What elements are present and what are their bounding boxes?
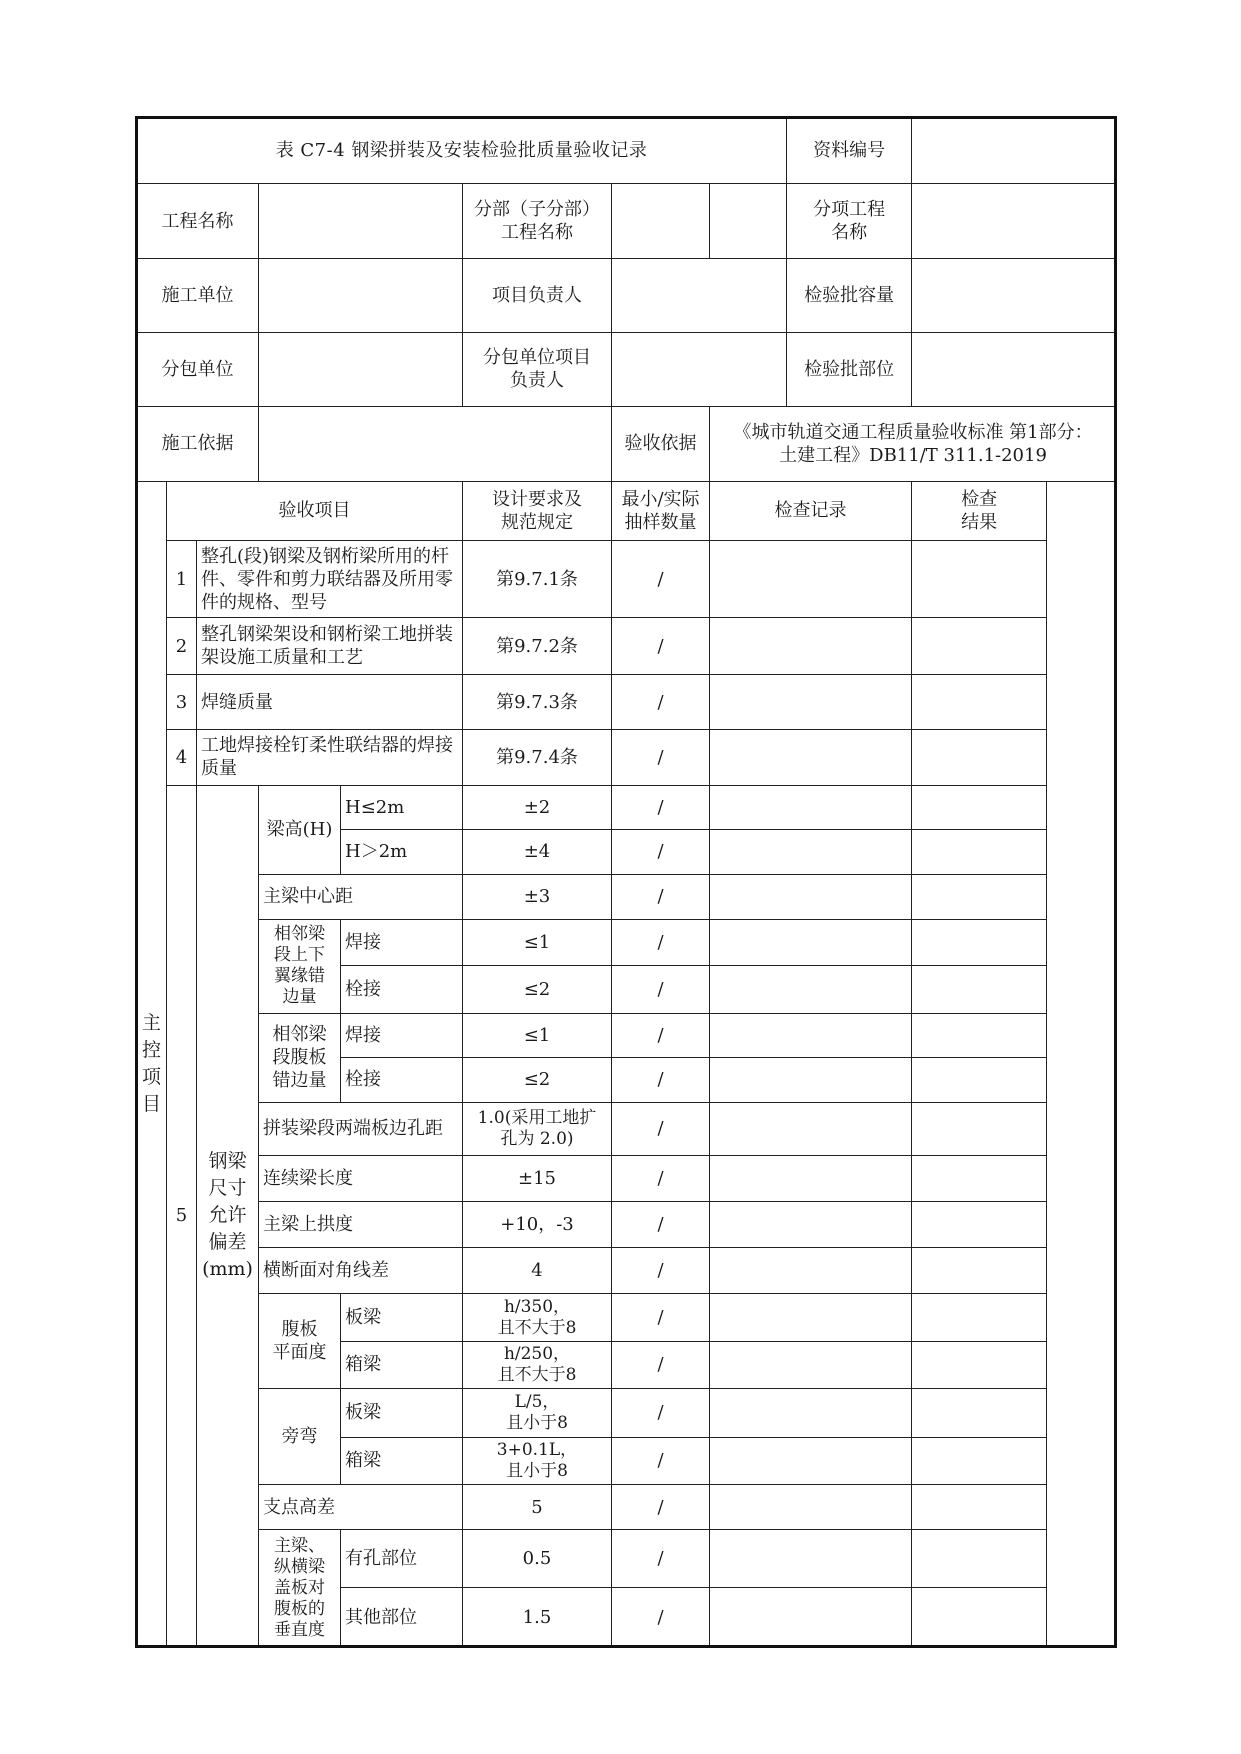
sample: / (612, 1530, 710, 1588)
requirement: ≤2 (463, 1057, 612, 1102)
table-row (137, 730, 1117, 785)
sweep-label: 旁弯 (259, 1389, 341, 1485)
record-input[interactable] (710, 540, 912, 617)
result-input[interactable] (912, 874, 1047, 919)
project-manager-label: 项目负责人 (463, 259, 612, 333)
col-item: 验收项目 (167, 481, 463, 540)
result-input[interactable] (912, 1437, 1047, 1484)
table-row (137, 785, 1117, 829)
result-input[interactable] (912, 1389, 1047, 1437)
project-manager-input[interactable] (612, 259, 787, 333)
weld-label: 焊接 (341, 919, 463, 965)
requirement: 0.5 (463, 1530, 612, 1588)
batch-location-input[interactable] (912, 332, 1117, 406)
item5-no: 5 (167, 785, 197, 1646)
item-name: 整孔(段)钢梁及钢桁梁所用的杆件、零件和剪力联结器及所用零件的规格、型号 (197, 540, 463, 617)
record-input[interactable] (710, 730, 912, 785)
item-sample: / (612, 540, 710, 617)
sub-manager-input[interactable] (612, 332, 787, 406)
item-no: 2 (167, 618, 197, 675)
table-row (137, 406, 1117, 481)
table-row (137, 1248, 1117, 1294)
sample: / (612, 1341, 710, 1388)
item-name: 焊缝质量 (197, 675, 463, 730)
requirement: 4 (463, 1248, 612, 1294)
perp-label: 主梁、 纵横梁 盖板对 腹板的 垂直度 (259, 1530, 341, 1647)
table-row (137, 332, 1117, 406)
item-requirement: 第9.7.4条 (463, 730, 612, 785)
result-input[interactable] (912, 829, 1047, 874)
requirement: ≤1 (463, 919, 612, 965)
bolt-label: 栓接 (341, 966, 463, 1013)
requirement: h/350， 且不大于8 (463, 1294, 612, 1341)
sample: / (612, 1437, 710, 1484)
sample: / (612, 919, 710, 965)
sub-manager-label: 分包单位项目 负责人 (463, 332, 612, 406)
requirement: 1.0(采用工地扩 孔为 2.0) (463, 1102, 612, 1155)
result-input[interactable] (912, 675, 1047, 730)
record-input[interactable] (710, 1588, 912, 1647)
record-input[interactable] (710, 1530, 912, 1588)
sample: / (612, 829, 710, 874)
record-input[interactable] (710, 1341, 912, 1388)
result-input[interactable] (912, 1530, 1047, 1588)
table-row (137, 675, 1117, 730)
record-input[interactable] (710, 1102, 912, 1155)
result-input[interactable] (912, 1484, 1047, 1529)
item-sample: / (612, 675, 710, 730)
project-name-label: 工程名称 (137, 184, 259, 259)
sub-division-input[interactable] (612, 184, 710, 259)
sample: / (612, 1057, 710, 1102)
table-row (137, 1294, 1117, 1341)
item-name: 整孔钢梁架设和钢桁梁工地拼装架设施工质量和工艺 (197, 618, 463, 675)
bolt-label: 栓接 (341, 1057, 463, 1102)
table-row (137, 259, 1117, 333)
hole-label: 拼装梁段两端板边孔距 (259, 1102, 463, 1155)
table-row (137, 1484, 1117, 1529)
section-label: 主 控 项 目 (137, 481, 167, 1647)
table-row (137, 874, 1117, 919)
record-input[interactable] (710, 919, 912, 965)
requirement: +10，-3 (463, 1201, 612, 1247)
requirement: 5 (463, 1484, 612, 1529)
batch-location-label: 检验批部位 (787, 332, 912, 406)
sample: / (612, 785, 710, 829)
col-requirement: 设计要求及 规范规定 (463, 481, 612, 540)
item-requirement: 第9.7.3条 (463, 675, 612, 730)
table-row (137, 1013, 1117, 1057)
plate-label: 板梁 (341, 1294, 463, 1341)
record-input[interactable] (710, 874, 912, 919)
diag-label: 横断面对角线差 (259, 1248, 463, 1294)
result-input[interactable] (912, 1155, 1047, 1201)
holed-label: 有孔部位 (341, 1530, 463, 1588)
record-input[interactable] (710, 829, 912, 874)
sample: / (612, 1294, 710, 1341)
result-input[interactable] (912, 1057, 1047, 1102)
beam-height-label: 梁高(H) (259, 785, 341, 874)
table-row (137, 1102, 1117, 1155)
form-table (136, 117, 1117, 1647)
other-label: 其他部位 (341, 1588, 463, 1647)
record-input[interactable] (710, 785, 912, 829)
sample: / (612, 1013, 710, 1057)
table-row (137, 1389, 1117, 1437)
table-row (137, 481, 1117, 540)
inspection-form (136, 117, 1116, 1647)
box-label: 箱梁 (341, 1341, 463, 1388)
center-dist-label: 主梁中心距 (259, 874, 463, 919)
sample: / (612, 966, 710, 1013)
requirement: ±2 (463, 785, 612, 829)
table-row (137, 1155, 1117, 1201)
camber-label: 主梁上拱度 (259, 1201, 463, 1247)
sample: / (612, 1484, 710, 1529)
result-input[interactable] (912, 730, 1047, 785)
sub-division-input-2[interactable] (710, 184, 787, 259)
contractor-input[interactable] (259, 259, 463, 333)
plate-label: 板梁 (341, 1389, 463, 1437)
record-input[interactable] (710, 1248, 912, 1294)
h-gt-label: H＞2m (341, 829, 463, 874)
subcontractor-input[interactable] (259, 332, 463, 406)
item-no: 1 (167, 540, 197, 617)
sub-item-label: 分项工程 名称 (787, 184, 912, 259)
table-row (137, 118, 1117, 184)
form-title: 表 C7-4 钢梁拼装及安装检验批质量验收记录 (137, 118, 787, 184)
record-input[interactable] (710, 618, 912, 675)
result-input[interactable] (912, 1248, 1047, 1294)
contractor-label: 施工单位 (137, 259, 259, 333)
sample: / (612, 1588, 710, 1647)
length-label: 连续梁长度 (259, 1155, 463, 1201)
sub-item-input[interactable] (912, 184, 1117, 259)
col-record: 检查记录 (710, 481, 912, 540)
item5-group: 钢梁 尺寸 允许 偏差 (mm) (197, 785, 259, 1646)
requirement: ≤2 (463, 966, 612, 1013)
result-input[interactable] (912, 785, 1047, 829)
result-input[interactable] (912, 1201, 1047, 1247)
sample: / (612, 1102, 710, 1155)
sample: / (612, 874, 710, 919)
result-input[interactable] (912, 1294, 1047, 1341)
sample: / (612, 1389, 710, 1437)
item-requirement: 第9.7.1条 (463, 540, 612, 617)
item-no: 4 (167, 730, 197, 785)
project-name-input[interactable] (259, 184, 463, 259)
record-input[interactable] (710, 1013, 912, 1057)
construction-basis-input[interactable] (259, 406, 612, 481)
result-input[interactable] (912, 1102, 1047, 1155)
record-input[interactable] (710, 966, 912, 1013)
requirement: ±4 (463, 829, 612, 874)
table-row (137, 1530, 1117, 1588)
table-row (137, 919, 1117, 965)
item-requirement: 第9.7.2条 (463, 618, 612, 675)
requirement: ±3 (463, 874, 612, 919)
requirement: ±15 (463, 1155, 612, 1201)
requirement: L/5， 且小于8 (463, 1389, 612, 1437)
doc-no-label: 资料编号 (787, 118, 912, 184)
subcontractor-label: 分包单位 (137, 332, 259, 406)
table-row (137, 1201, 1117, 1247)
record-input[interactable] (710, 1155, 912, 1201)
sample: / (612, 1248, 710, 1294)
sub-division-label: 分部（子分部） 工程名称 (463, 184, 612, 259)
requirement: h/250， 且不大于8 (463, 1341, 612, 1388)
table-row (137, 184, 1117, 259)
record-input[interactable] (710, 1389, 912, 1437)
construction-basis-label: 施工依据 (137, 406, 259, 481)
item-name: 工地焊接栓钉柔性联结器的焊接质量 (197, 730, 463, 785)
sample: / (612, 1201, 710, 1247)
item-sample: / (612, 618, 710, 675)
item-sample: / (612, 730, 710, 785)
record-input[interactable] (710, 675, 912, 730)
box-label: 箱梁 (341, 1437, 463, 1484)
table-row (137, 618, 1117, 675)
doc-no-input[interactable] (912, 118, 1117, 184)
result-input[interactable] (912, 919, 1047, 965)
support-label: 支点高差 (259, 1484, 463, 1529)
record-input[interactable] (710, 1294, 912, 1341)
web-label: 相邻梁 段腹板 错边量 (259, 1013, 341, 1102)
result-input[interactable] (912, 540, 1047, 617)
result-input[interactable] (912, 1588, 1047, 1647)
record-input[interactable] (710, 1484, 912, 1529)
result-input[interactable] (912, 1013, 1047, 1057)
acceptance-basis-label: 验收依据 (612, 406, 710, 481)
requirement: ≤1 (463, 1013, 612, 1057)
col-sample: 最小/实际 抽样数量 (612, 481, 710, 540)
result-input[interactable] (912, 618, 1047, 675)
requirement: 1.5 (463, 1588, 612, 1647)
batch-capacity-label: 检验批容量 (787, 259, 912, 333)
batch-capacity-input[interactable] (912, 259, 1117, 333)
result-input[interactable] (912, 966, 1047, 1013)
flange-label: 相邻梁 段上下 翼缘错 边量 (259, 919, 341, 1013)
col-result: 检查 结果 (912, 481, 1047, 540)
result-input[interactable] (912, 1341, 1047, 1388)
record-input[interactable] (710, 1201, 912, 1247)
item-no: 3 (167, 675, 197, 730)
record-input[interactable] (710, 1437, 912, 1484)
record-input[interactable] (710, 1057, 912, 1102)
h-le-label: H≤2m (341, 785, 463, 829)
flat-label: 腹板 平面度 (259, 1294, 341, 1389)
table-row (137, 540, 1117, 617)
sample: / (612, 1155, 710, 1201)
acceptance-basis-value: 《城市轨道交通工程质量验收标准 第1部分： 土建工程》DB11/T 311.1-2019 (710, 406, 1117, 481)
weld-label: 焊接 (341, 1013, 463, 1057)
requirement: 3+0.1L， 且小于8 (463, 1437, 612, 1484)
